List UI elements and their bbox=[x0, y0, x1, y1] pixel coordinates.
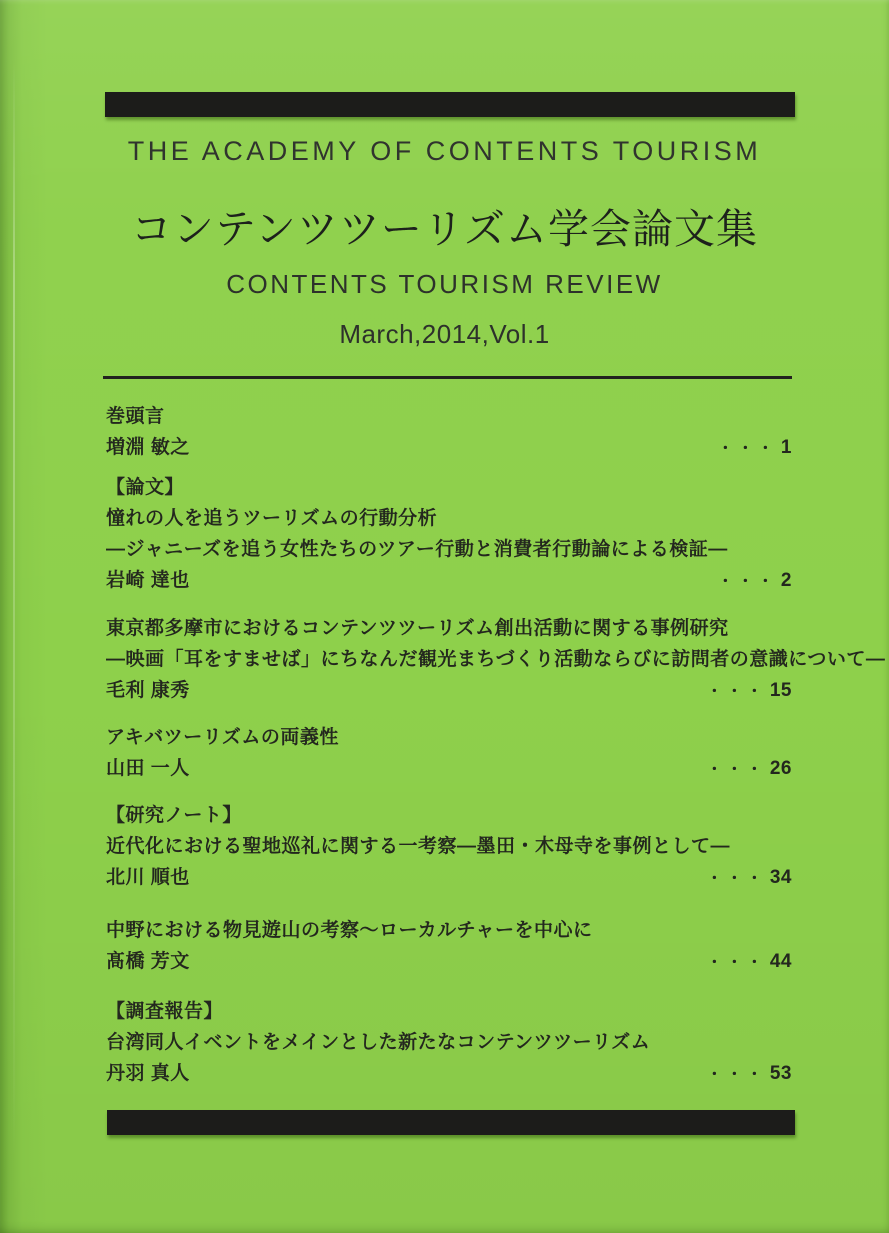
toc-page-number: 26 bbox=[769, 758, 792, 779]
journal-title-english: CONTENTS TOURISM REVIEW bbox=[226, 269, 663, 299]
toc-author-row bbox=[106, 675, 792, 707]
bottom-black-bar bbox=[107, 1110, 795, 1135]
toc-author-row bbox=[106, 432, 792, 464]
toc-entry bbox=[106, 915, 792, 978]
leader-dots: ・・・ bbox=[717, 573, 778, 590]
toc-section-heading: 巻頭言 bbox=[106, 406, 165, 427]
toc-article-title: 中野における物見遊山の考察～ローカルチャーを中心に bbox=[106, 920, 593, 941]
toc-page-number: 2 bbox=[780, 570, 792, 591]
toc-author: 丹羽 真人 bbox=[106, 1063, 190, 1084]
toc-author: 髙橋 芳文 bbox=[106, 951, 190, 972]
table-of-contents bbox=[106, 401, 886, 1090]
toc-section-heading: 【論文】 bbox=[106, 477, 185, 498]
toc-page-ref bbox=[707, 1058, 792, 1090]
toc-entry bbox=[106, 996, 792, 1090]
toc-entry bbox=[106, 613, 886, 707]
toc-page-number: 44 bbox=[769, 951, 792, 972]
toc-author: 毛利 康秀 bbox=[106, 680, 190, 701]
toc-page-ref bbox=[718, 565, 792, 597]
toc-page-ref bbox=[707, 946, 792, 978]
toc-article-title: 東京都多摩市におけるコンテンツツーリズム創出活動に関する事例研究 bbox=[106, 618, 729, 639]
leader-dots: ・・・ bbox=[706, 954, 767, 971]
toc-page-ref bbox=[718, 432, 792, 464]
toc-author-row bbox=[106, 565, 792, 597]
toc-section-heading: 【研究ノート】 bbox=[106, 805, 242, 826]
toc-article-title: 台湾同人イベントをメインとした新たなコンテンツツーリズム bbox=[106, 1032, 651, 1053]
toc-page-number: 1 bbox=[780, 437, 792, 458]
toc-page-number: 53 bbox=[769, 1063, 792, 1084]
toc-article-title: アキバツーリズムの両義性 bbox=[106, 727, 339, 748]
top-black-bar bbox=[105, 92, 795, 117]
toc-author-row bbox=[106, 753, 792, 785]
toc-article-subtitle: —ジャニーズを追う女性たちのツアー行動と消費者行動論による検証— bbox=[106, 539, 728, 560]
toc-author-row bbox=[106, 862, 792, 894]
toc-page-number: 15 bbox=[769, 680, 792, 701]
toc-page-ref bbox=[707, 753, 792, 785]
leader-dots: ・・・ bbox=[706, 761, 767, 778]
leader-dots: ・・・ bbox=[706, 683, 767, 700]
leader-dots: ・・・ bbox=[717, 440, 778, 457]
leader-dots: ・・・ bbox=[706, 1066, 767, 1083]
toc-author: 増淵 敏之 bbox=[106, 437, 190, 458]
toc-entry bbox=[106, 722, 792, 785]
issue-date-volume: March,2014,Vol.1 bbox=[339, 319, 550, 349]
toc-article-title: 憧れの人を追うツーリズムの行動分析 bbox=[106, 508, 438, 529]
toc-author-row bbox=[106, 1058, 792, 1090]
toc-author: 岩崎 達也 bbox=[106, 570, 190, 591]
toc-divider-rule bbox=[103, 376, 792, 379]
leader-dots: ・・・ bbox=[706, 870, 767, 887]
toc-page-ref bbox=[707, 675, 792, 707]
toc-entry bbox=[106, 800, 792, 894]
toc-section-heading: 【調査報告】 bbox=[106, 1001, 224, 1022]
toc-author: 北川 順也 bbox=[106, 867, 190, 888]
toc-article-title: 近代化における聖地巡礼に関する一考察—墨田・木母寺を事例として— bbox=[106, 836, 731, 857]
journal-title-japanese: コンテンツツーリズム学会論文集 bbox=[130, 206, 759, 252]
toc-author-row bbox=[106, 946, 792, 978]
toc-entry bbox=[106, 472, 792, 597]
publisher-name: THE ACADEMY OF CONTENTS TOURISM bbox=[127, 136, 762, 166]
toc-author: 山田 一人 bbox=[106, 758, 190, 779]
toc-article-subtitle: —映画「耳をすませば」にちなんだ観光まちづくり活動ならびに訪問者の意識について— bbox=[106, 649, 886, 670]
toc-entry bbox=[106, 401, 792, 464]
toc-page-number: 34 bbox=[769, 867, 792, 888]
toc-page-ref bbox=[707, 862, 792, 894]
